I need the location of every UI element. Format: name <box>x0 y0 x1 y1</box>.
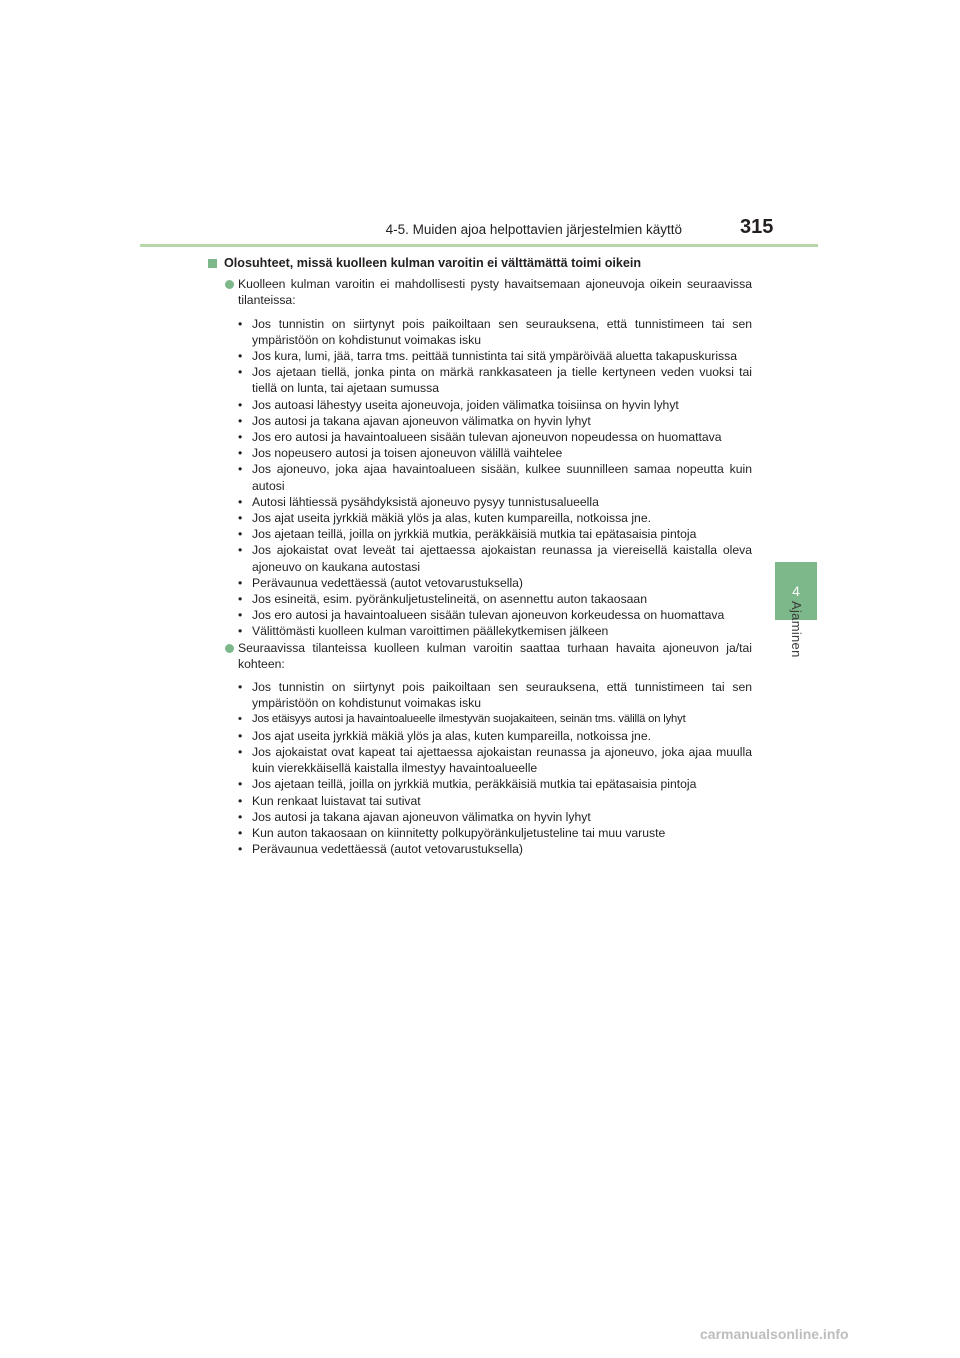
list-item: • Jos nopeusero autosi ja toisen ajoneuvon välillä vaihtelee <box>238 446 563 461</box>
list-item: • Jos autoasi lähestyy useita ajoneuvoja, joiden välimatka toisiinsa on hyvin lyhyt <box>238 397 679 412</box>
list-item: • Jos esineitä, esim. pyöränkuljetustelineitä, on asennettu auton takaosaan <box>238 592 647 607</box>
list-item: • Jos tunnistin on siirtynyt pois paikoiltaan sen seurauksena, että tunnistimeen tai sen ympäristöön on kohdistunut voimakas isku <box>238 316 752 347</box>
list-item: • Jos kura, lumi, jää, tarra tms. peittää tunnistinta tai sitä ympäröivää aluetta takapuskurissa <box>238 349 738 364</box>
list-item: • Jos ajat useita jyrkkiä mäkiä ylös ja alas, kuten kumpareilla, notkoissa jne. <box>238 511 651 526</box>
list-item: • Jos ajokaistat ovat leveät tai ajettaessa ajokaistan reunassa ja viereisellä kaistalla oleva ajoneuvo on kaukana autostasi <box>238 543 752 574</box>
list-item: • Jos ajetaan teillä, joilla on jyrkkiä mutkia, peräkkäisiä mutkia tai epätasaisia pintoja <box>238 527 697 542</box>
group-intro <box>207 276 752 308</box>
circle-bullet-icon <box>225 644 234 653</box>
list-item: • Jos ajat useita jyrkkiä mäkiä ylös ja alas, kuten kumpareilla, notkoissa jne. <box>238 728 651 743</box>
list-item: • Jos autosi ja takana ajavan ajoneuvon välimatka on hyvin lyhyt <box>238 809 591 824</box>
list-item: • Jos ero autosi ja havaintoalueen sisään tulevan ajoneuvon nopeudessa on huomattava <box>238 430 722 445</box>
chapter-label: Ajaminen <box>789 601 804 658</box>
running-header-title: 4-5. Muiden ajoa helpottavien järjestelmien käyttö <box>385 222 682 237</box>
main-content <box>207 255 752 857</box>
list-item: • Autosi lähtiessä pysähdyksistä ajoneuvo pysyy tunnistusalueella <box>238 494 599 509</box>
watermark-text: carmanualsonline.info <box>700 1326 849 1342</box>
bullet-list <box>207 316 752 640</box>
list-item: • Kun renkaat luistavat tai sutivat <box>238 793 421 808</box>
list-item: • Perävaunua vedettäessä (autot vetovarustuksella) <box>238 842 523 857</box>
group-intro-text: Seuraavissa tilanteissa kuolleen kulman varoitin saattaa turhaan havaita ajoneuvon ja/tai kohteen: <box>238 640 752 671</box>
list-item: • Jos autosi ja takana ajavan ajoneuvon välimatka on hyvin lyhyt <box>238 413 591 428</box>
chapter-tab: 4 <box>775 562 817 620</box>
list-item: • Jos tunnistin on siirtynyt pois paikoiltaan sen seurauksena, että tunnistimeen tai sen ympäristöön on kohdistunut voimakas isku <box>238 680 752 711</box>
square-bullet-icon <box>208 259 217 268</box>
list-item: • Jos ajokaistat ovat kapeat tai ajettaessa ajokaistan reunassa ja ajoneuvo, joka ajaa muulla kuin vierekkäisellä kaistalla ilmestyy havaintoalueelle <box>238 744 752 776</box>
list-item: • Kun auton takaosaan on kiinnitetty polkupyöränkuljetusteline tai muu varuste <box>238 825 666 840</box>
circle-bullet-icon <box>225 280 234 289</box>
section-heading <box>207 255 752 271</box>
list-item: • Jos etäisyys autosi ja havaintoalueelle ilmestyvän suojakaiteen, seinän tms. välillä on lyhyt <box>238 713 686 726</box>
page-number: 315 <box>740 216 774 238</box>
group-intro-text: Kuolleen kulman varoitin ei mahdollisesti pysty havaitsemaan ajoneuvoja oikein seuraavissa tilanteissa: <box>238 277 752 308</box>
bullet-list <box>207 679 752 857</box>
list-item: • Jos ajetaan tiellä, jonka pinta on märkä rankkasateen ja tielle kertyneen veden vuoksi tai tiellä on lunta, tai ajetaan sumussa <box>238 365 752 396</box>
list-item: • Perävaunua vedettäessä (autot vetovarustuksella) <box>238 575 523 590</box>
header-divider <box>140 244 818 247</box>
list-item: • Jos ero autosi ja havaintoalueen sisään tulevan ajoneuvon korkeudessa on huomattava <box>238 608 725 623</box>
list-item: • Jos ajoneuvo, joka ajaa havaintoalueen sisään, kulkee suunnilleen samaa nopeutta kuin autosi <box>238 462 752 493</box>
list-item: • Välittömästi kuolleen kulman varoittimen päällekytkemisen jälkeen <box>238 624 609 639</box>
list-item: • Jos ajetaan teillä, joilla on jyrkkiä mutkia, peräkkäisiä mutkia tai epätasaisia pintoja <box>238 777 697 792</box>
group-intro <box>207 640 752 672</box>
section-heading-text: Olosuhteet, missä kuolleen kulman varoitin ei välttämättä toimi oikein <box>224 256 642 270</box>
